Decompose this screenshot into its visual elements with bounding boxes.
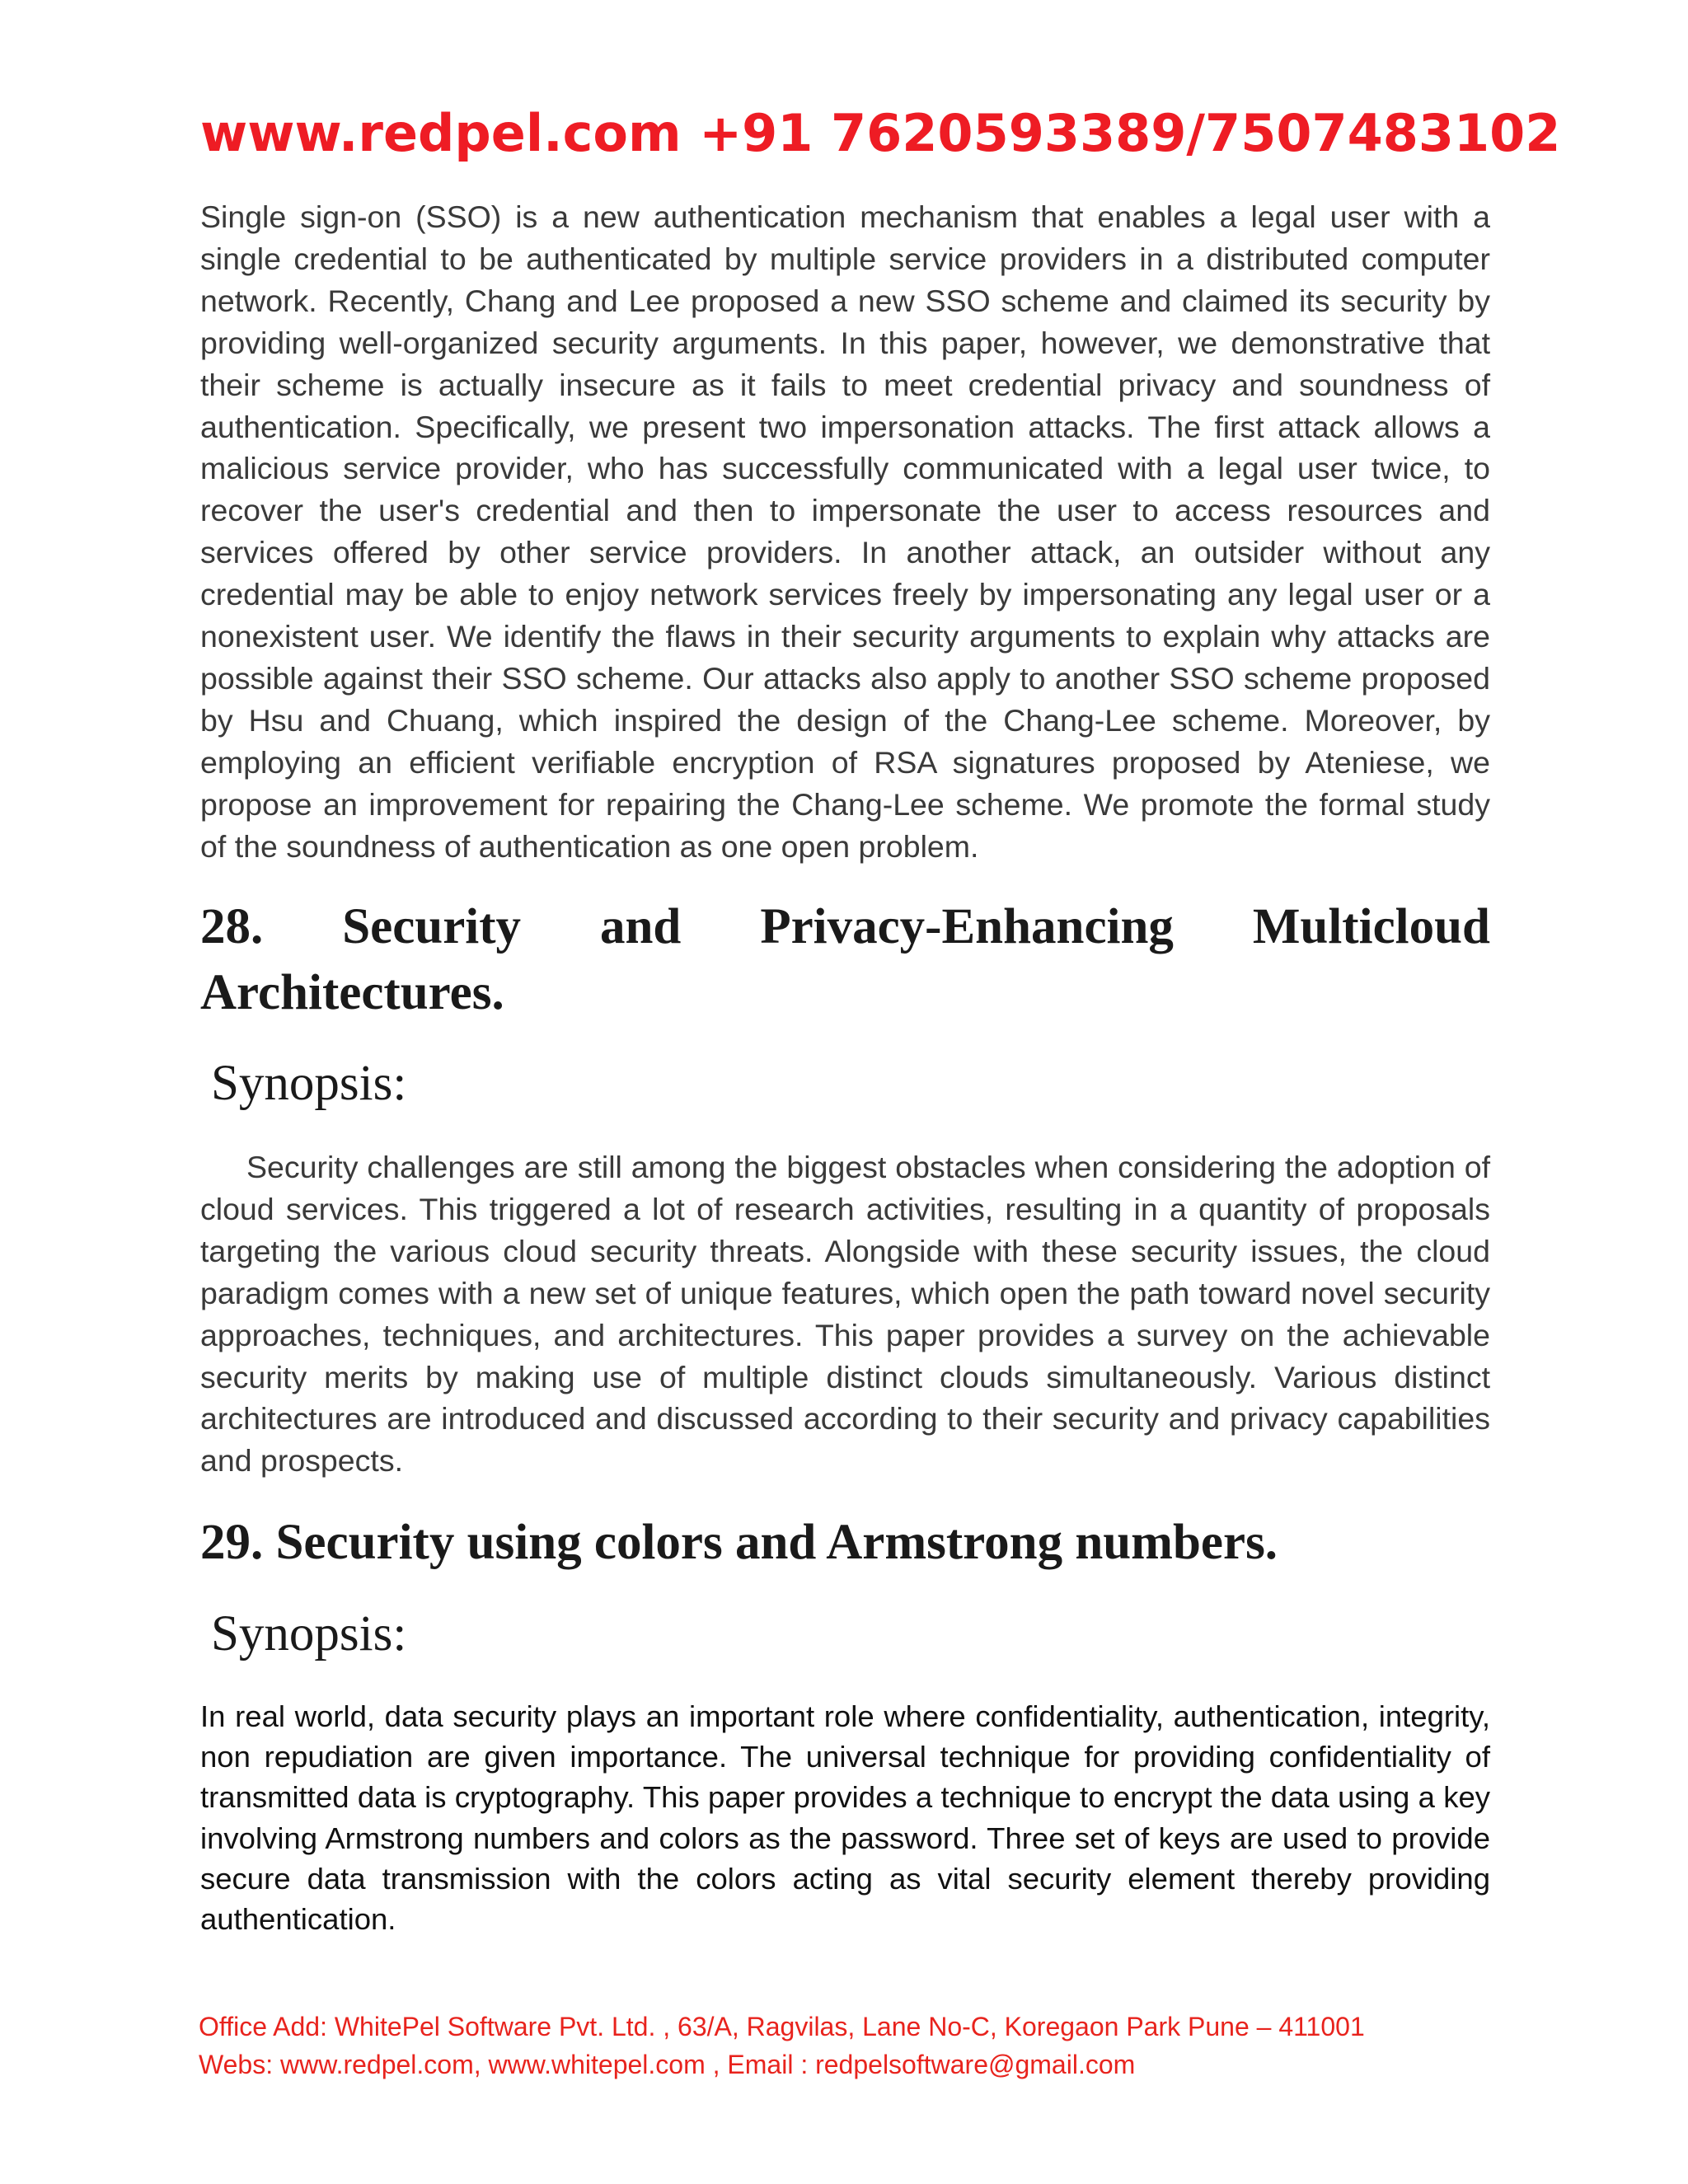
section-28-heading-line1	[200, 894, 1490, 960]
heading-word: Multicloud	[1252, 899, 1490, 954]
heading-word: 28.	[200, 899, 264, 954]
section-29-synopsis: In real world, data security plays an important role where confidentiality, authentication, integrity, non repudiation are given importance. The universal technique for providing confidentiality of transmitted data is cryptography. This paper provides a technique to encrypt the data using a key involving Armstrong numbers and colors as the password. Three set of keys are used to provide secure data transmission with the colors acting as vital security element thereby providing authentication.	[200, 1699, 1490, 1937]
footer	[199, 2008, 1517, 2083]
section-27-abstract: Single sign-on (SSO) is a new authentication mechanism that enables a legal user with a single credential to be authenticated by multiple service providers in a distributed computer network. Recently, Chang and Lee proposed a new SSO scheme and claimed its security by providing well-organized security arguments. In this paper, however, we demonstrative that their scheme is actually insecure as it fails to meet credential privacy and soundness of authentication. Specifically, we present two impersonation attacks. The first attack allows a malicious service provider, who has successfully communicated with a legal user twice, to recover the user's credential and then to impersonate the user to access resources and services offered by other service providers. In another attack, an outsider without any credential may be able to enjoy network services freely by impersonating any legal user or a nonexistent user. We identify the flaws in their security arguments to explain why attacks are possible against their SSO scheme. Our attacks also apply to another SSO scheme proposed by Hsu and Chuang, which inspired the design of the Chang-Lee scheme. Moreover, by employing an efficient verifiable encryption of RSA signatures proposed by Ateniese, we propose an improvement for repairing the Chang-Lee scheme. We promote the formal study of the soundness of authentication as one open problem.	[200, 199, 1490, 864]
section-28-heading	[200, 894, 1490, 1026]
header-contact: www.redpel.com +91 7620593389/7507483102	[200, 103, 1561, 163]
section-28-heading-line2: Architectures.	[200, 965, 504, 1020]
heading-word: Privacy-Enhancing	[760, 899, 1174, 954]
section-29-heading: 29. Security using colors and Armstrong numbers.	[200, 1515, 1278, 1570]
footer-webs: Webs: www.redpel.com, www.whitepel.com , Email : redpelsoftware@gmail.com	[199, 2050, 1136, 2079]
section-29-synopsis-label: Synopsis:	[211, 1606, 407, 1661]
section-28-synopsis-label: Synopsis:	[211, 1056, 407, 1111]
heading-word: and	[600, 899, 682, 954]
footer-address: Office Add: WhitePel Software Pvt. Ltd. , 63/A, Ragvilas, Lane No-C, Koregaon Park Pune – 411001	[199, 2012, 1365, 2041]
section-28-synopsis: Security challenges are still among the biggest obstacles when considering the adoption of cloud services. This triggered a lot of research activities, resulting in a quantity of proposals targeting the various cloud security threats. Alongside with these security issues, the cloud paradigm comes with a new set of unique features, which open the path toward novel security approaches, techniques, and architectures. This paper provides a survey on the achievable security merits by making use of multiple distinct clouds simultaneously. Various distinct architectures are introduced and discussed according to their security and privacy capabilities and prospects.	[200, 1150, 1490, 1479]
heading-word: Security	[342, 899, 522, 954]
